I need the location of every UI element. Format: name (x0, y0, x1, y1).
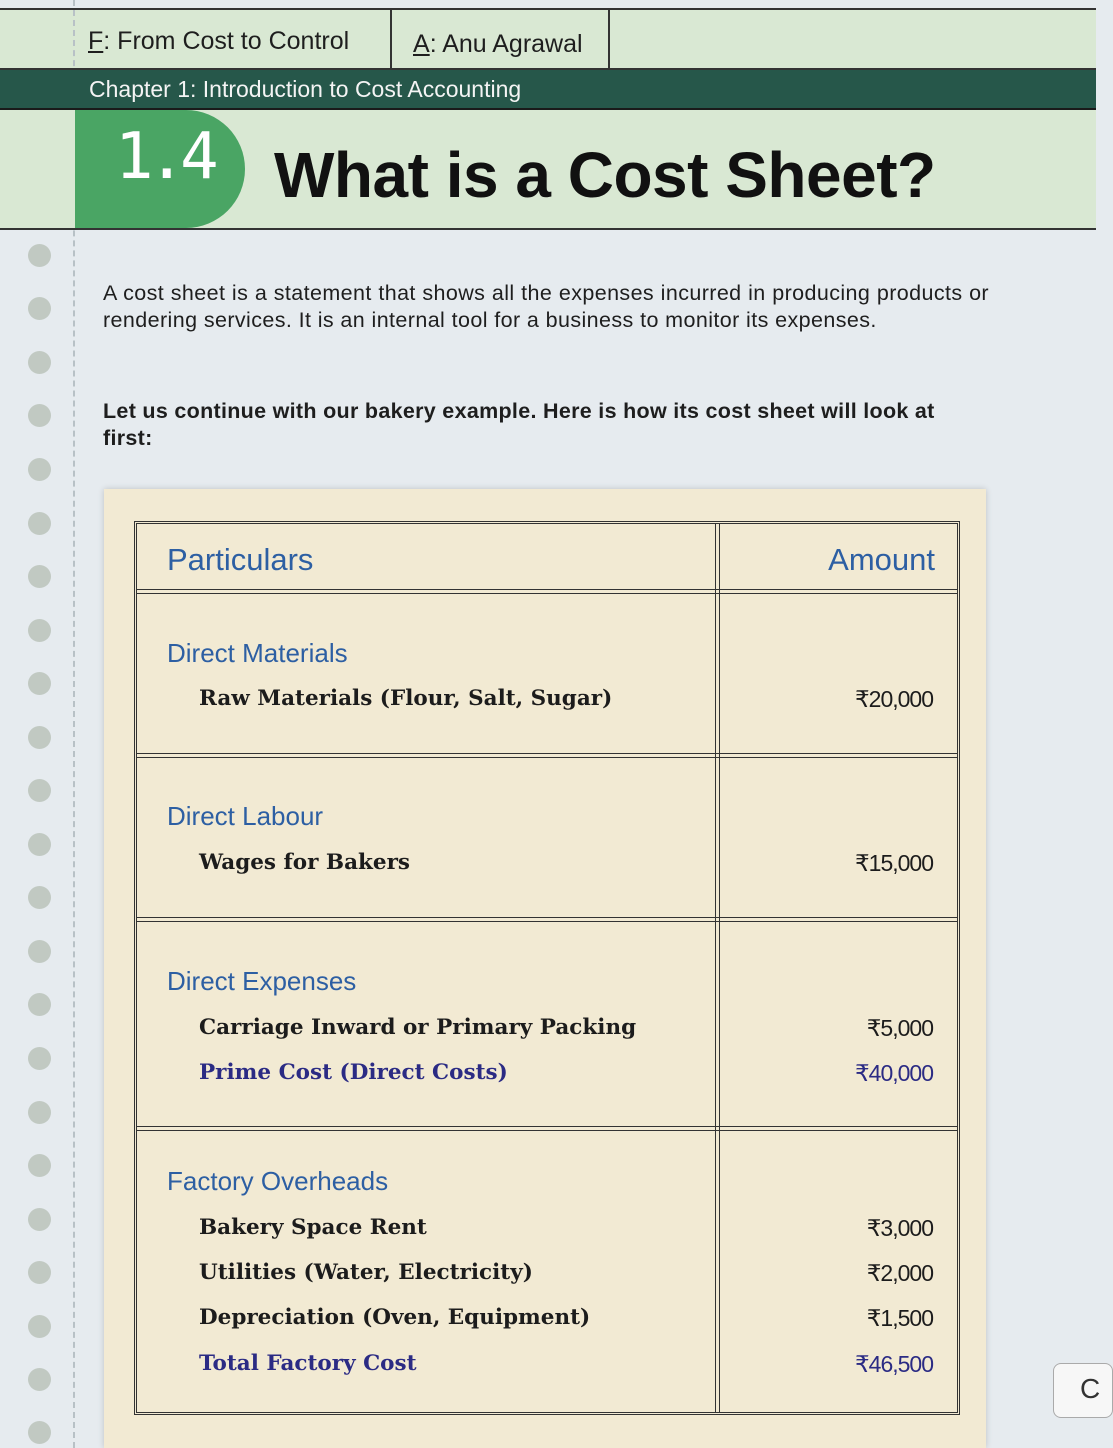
prime-cost-amount: ₹40,000 (855, 1060, 933, 1086)
binder-hole (28, 565, 51, 588)
binder-hole (28, 1368, 51, 1391)
line-item-amount: ₹3,000 (866, 1215, 933, 1241)
category-factory-overheads: Factory Overheads (167, 1166, 389, 1196)
total-factory-cost-label: Total Factory Cost (199, 1351, 417, 1376)
binder-hole (28, 833, 51, 856)
lead-in-paragraph: Let us continue with our bakery example. Here is how its cost sheet will look at first: (103, 399, 935, 450)
row-divider (137, 1126, 957, 1131)
section-title: What is a Cost Sheet? (274, 139, 936, 211)
author-tab[interactable] (390, 10, 610, 70)
line-item-label: Raw Materials (Flour, Salt, Sugar) (199, 686, 613, 711)
binder-hole (28, 404, 51, 427)
binder-hole (28, 940, 51, 963)
row-divider (137, 589, 957, 594)
binder-hole (28, 672, 51, 695)
binder-hole (28, 993, 51, 1016)
binder-hole (28, 726, 51, 749)
binder-hole (28, 619, 51, 642)
binder-hole (28, 1154, 51, 1177)
header-bar (0, 8, 1096, 70)
intro-paragraph: A cost sheet is a statement that shows all the expenses incurred in producing products or rendering services. It is an internal tool for a business to monitor its expenses. (103, 281, 989, 332)
line-item-label: Utilities (Water, Electricity) (199, 1260, 533, 1285)
line-item-amount: ₹20,000 (855, 686, 933, 712)
binder-hole (28, 779, 51, 802)
section-header (0, 110, 1096, 230)
binder-hole (28, 297, 51, 320)
category-direct-expenses: Direct Expenses (167, 966, 357, 996)
row-divider (137, 753, 957, 758)
file-prefix: F (88, 27, 104, 55)
line-item-amount: ₹5,000 (866, 1015, 933, 1041)
cost-sheet-table (134, 521, 960, 1415)
binder-hole (28, 1208, 51, 1231)
total-factory-cost-amount: ₹46,500 (855, 1351, 933, 1377)
binder-hole (28, 351, 51, 374)
row-divider (137, 917, 957, 922)
binder-hole (28, 1315, 51, 1338)
chapter-bar (0, 70, 1096, 110)
binder-hole (28, 1101, 51, 1124)
prime-cost-label: Prime Cost (Direct Costs) (199, 1060, 508, 1085)
cost-sheet-card (104, 489, 986, 1448)
binder-hole (28, 244, 51, 267)
section-number: 1.4 (115, 120, 213, 194)
header-amount: Amount (828, 542, 935, 577)
line-item-label: Depreciation (Oven, Equipment) (199, 1305, 591, 1330)
line-item-amount: ₹2,000 (866, 1260, 933, 1286)
binder-hole (28, 458, 51, 481)
binder-hole (28, 512, 51, 535)
binder-hole (28, 1047, 51, 1070)
line-item-label: Wages for Bakers (199, 850, 411, 875)
corner-button[interactable]: C (1053, 1363, 1113, 1418)
category-direct-materials: Direct Materials (167, 638, 348, 668)
category-direct-labour: Direct Labour (167, 801, 324, 831)
binder-hole (28, 886, 51, 909)
author-prefix: A (413, 30, 430, 58)
file-title-tab[interactable] (88, 10, 349, 70)
author-name: : Anu Agrawal (429, 30, 583, 58)
binder-hole (28, 1261, 51, 1284)
line-item-amount: ₹1,500 (866, 1305, 933, 1331)
line-item-label: Carriage Inward or Primary Packing (199, 1015, 637, 1040)
file-title: : From Cost to Control (103, 27, 350, 55)
binder-hole (28, 1421, 51, 1444)
chapter-title: Chapter 1: Introduction to Cost Accounting (89, 76, 522, 102)
header-particulars: Particulars (167, 542, 314, 577)
column-divider (715, 524, 720, 1412)
line-item-amount: ₹15,000 (855, 850, 933, 876)
line-item-label: Bakery Space Rent (199, 1215, 427, 1240)
